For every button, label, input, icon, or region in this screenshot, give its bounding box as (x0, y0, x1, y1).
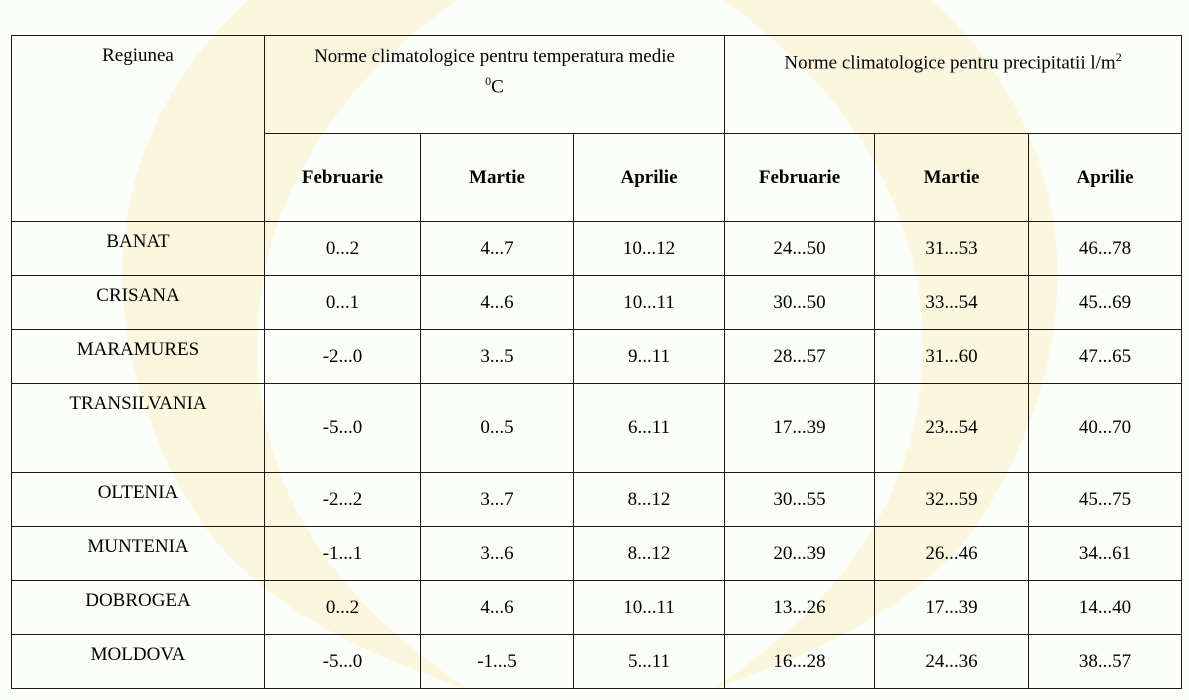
region-header: Regiunea (12, 36, 265, 222)
value-cell: 23...54 (875, 384, 1029, 473)
value-cell: 0...5 (421, 384, 574, 473)
value-cell: -2...0 (265, 330, 421, 384)
value-cell: 30...55 (725, 473, 875, 527)
precipitation-header (725, 36, 1182, 134)
value-cell: 9...11 (574, 330, 725, 384)
region-name-cell: OLTENIA (12, 473, 265, 527)
value-cell: 3...7 (421, 473, 574, 527)
region-name-cell: DOBROGEA (12, 581, 265, 635)
region-name-cell: MOLDOVA (12, 635, 265, 689)
temperature-header-text: Norme climatologice pentru temperatura medie (314, 46, 675, 67)
value-cell: 28...57 (725, 330, 875, 384)
month-header-temp-apr: Aprilie (574, 134, 725, 222)
value-cell: 17...39 (725, 384, 875, 473)
month-header-precip-feb: Februarie (725, 134, 875, 222)
value-cell: 24...36 (875, 635, 1029, 689)
value-cell: 32...59 (875, 473, 1029, 527)
value-cell: 5...11 (574, 635, 725, 689)
value-cell: 0...2 (265, 581, 421, 635)
value-cell: 10...12 (574, 222, 725, 276)
region-name-cell: TRANSILVANIA (12, 384, 265, 473)
region-name-cell: MARAMURES (12, 330, 265, 384)
value-cell: 45...75 (1029, 473, 1182, 527)
value-cell: 31...53 (875, 222, 1029, 276)
table-body (12, 222, 1182, 689)
climate-norms-table (11, 35, 1182, 689)
value-cell: -5...0 (265, 384, 421, 473)
temperature-unit-degree: 0 (485, 74, 492, 88)
region-name-cell: BANAT (12, 222, 265, 276)
month-header-temp-mar: Martie (421, 134, 574, 222)
value-cell: 13...26 (725, 581, 875, 635)
table-row (12, 527, 1182, 581)
value-cell: 47...65 (1029, 330, 1182, 384)
table-row (12, 276, 1182, 330)
value-cell: 40...70 (1029, 384, 1182, 473)
header-row-1 (12, 36, 1182, 134)
value-cell: 33...54 (875, 276, 1029, 330)
climate-table-wrapper (11, 35, 1182, 689)
value-cell: 20...39 (725, 527, 875, 581)
value-cell: 46...78 (1029, 222, 1182, 276)
region-name-cell: MUNTENIA (12, 527, 265, 581)
table-row (12, 473, 1182, 527)
value-cell: 3...5 (421, 330, 574, 384)
value-cell: 8...12 (574, 473, 725, 527)
value-cell: 14...40 (1029, 581, 1182, 635)
value-cell: 4...6 (421, 581, 574, 635)
value-cell: 31...60 (875, 330, 1029, 384)
table-row (12, 222, 1182, 276)
value-cell: 3...6 (421, 527, 574, 581)
value-cell: 34...61 (1029, 527, 1182, 581)
value-cell: 26...46 (875, 527, 1029, 581)
value-cell: -1...1 (265, 527, 421, 581)
value-cell: 4...7 (421, 222, 574, 276)
value-cell: 0...1 (265, 276, 421, 330)
value-cell: 10...11 (574, 581, 725, 635)
value-cell: -5...0 (265, 635, 421, 689)
table-row (12, 581, 1182, 635)
month-header-precip-mar: Martie (875, 134, 1029, 222)
value-cell: 8...12 (574, 527, 725, 581)
value-cell: 4...6 (421, 276, 574, 330)
value-cell: 38...57 (1029, 635, 1182, 689)
precipitation-header-text: Norme climatologice pentru precipitatii l/m (784, 52, 1116, 74)
value-cell: 45...69 (1029, 276, 1182, 330)
value-cell: 10...11 (574, 276, 725, 330)
value-cell: 0...2 (265, 222, 421, 276)
table-row (12, 635, 1182, 689)
value-cell: 17...39 (875, 581, 1029, 635)
value-cell: 16...28 (725, 635, 875, 689)
table-row (12, 384, 1182, 473)
temperature-header (265, 36, 725, 134)
value-cell: 24...50 (725, 222, 875, 276)
value-cell: 6...11 (574, 384, 725, 473)
value-cell: -1...5 (421, 635, 574, 689)
value-cell: -2...2 (265, 473, 421, 527)
table-row (12, 330, 1182, 384)
value-cell: 30...50 (725, 276, 875, 330)
temperature-unit: C (491, 76, 504, 98)
region-name-cell: CRISANA (12, 276, 265, 330)
month-header-precip-apr: Aprilie (1029, 134, 1182, 222)
precipitation-unit-exponent: 2 (1115, 50, 1122, 64)
month-header-temp-feb: Februarie (265, 134, 421, 222)
